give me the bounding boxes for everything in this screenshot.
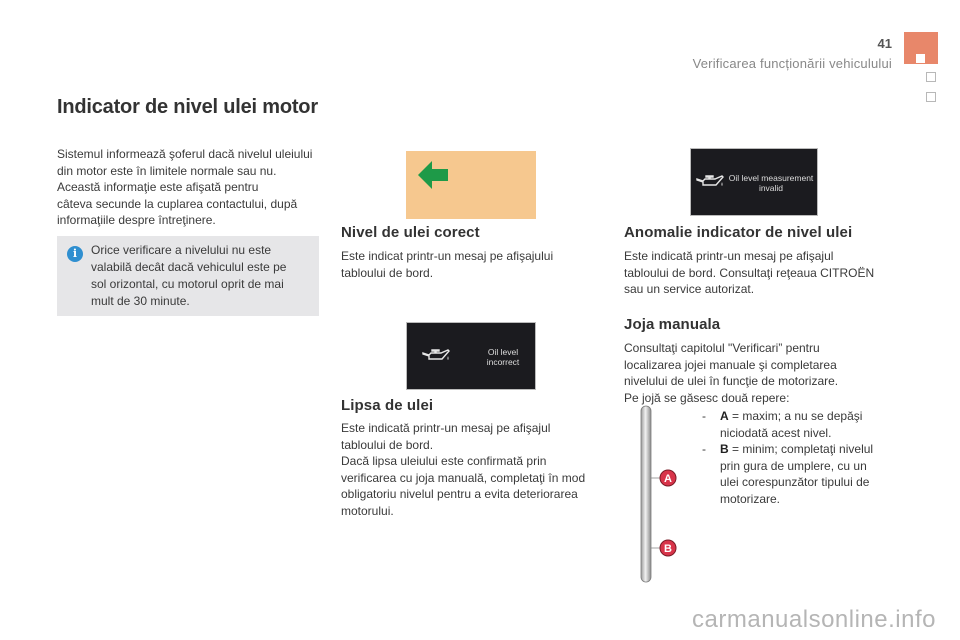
chapter-tab-active [904,32,938,64]
bullet-text: = maxim; a nu se depăşi [732,409,863,423]
text-line: verificarea cu joja manuală, completaţi în mod [341,470,586,485]
bullet-text: = minim; completaţi nivelul [732,442,874,456]
tab-dot [916,54,925,63]
text-line: nivelului de ulei în funcţie de motorizare. [624,374,839,388]
info-note [57,236,319,316]
section-title-correct: Nivel de ulei corect [341,224,480,241]
chapter-tab [926,72,936,82]
section-title-anomaly: Anomalie indicator de nivel ulei [624,224,853,241]
running-head: Verificarea funcționării vehiculului [692,56,892,71]
text-line: obligatoriu nivelul pentru a evita deteriorarea [341,487,578,501]
bullet-text: ulei corespunzător tipului de [720,475,870,489]
list-item-min [702,441,892,507]
oil-incorrect-label [473,347,533,367]
intro-line: din motor este în limitele normale sau nu. [57,163,277,178]
bullet-text: niciodată acest nivel. [720,425,832,440]
dipstick-marks-list [702,408,892,507]
mark-key-a: A [720,409,729,423]
dipstick-rod [641,406,651,582]
text-line: Este indicat printr-un mesaj pe afişajului [341,249,554,263]
oil-invalid-label [723,173,819,193]
intro-paragraph [57,146,319,229]
section-text-dipstick [624,340,892,406]
marker-b-icon [660,540,676,556]
text-line: Dacă lipsa uleiului este confirmată prin [341,454,547,468]
page-title: Indicator de nivel ulei motor [57,96,318,118]
dipstick-illustration [636,404,686,588]
intro-line: Această informaţie este afişată pentru [57,180,259,194]
info-icon: i [67,246,83,262]
intro-line: Sistemul informează şoferul dacă nivelul uleiului [57,147,313,161]
oil-incorrect-label-line: incorrect [486,357,520,367]
text-line: Consultaţi capitolul "Verificari” pentru [624,341,820,355]
oil-incorrect-display-image [406,322,536,390]
text-line: motorului. [341,503,394,518]
text-line: tabloului de bord. Consultaţi reţeaua CITROËN [624,265,875,280]
bullet-text: prin gura de umplere, cu un [720,458,867,473]
section-text-missing [341,420,603,519]
oil-invalid-display-image [690,148,818,216]
section-text-correct [341,248,591,281]
chapter-tab [926,92,936,102]
text-line: Este indicată printr-un mesaj pe afişajul [341,421,551,435]
info-text [91,242,309,310]
section-title-dipstick: Joja manuala [624,316,721,333]
green-arrow-left-icon [418,157,450,193]
intro-line: informaţiile despre întreţinere. [57,213,216,227]
info-line: Orice verificare a nivelului nu este [91,243,272,257]
oil-ok-display-image [406,151,536,219]
info-line: mult de 30 minute. [91,294,190,308]
text-line: sau un service autorizat. [624,282,755,296]
text-line: tabloului de bord. [341,265,434,280]
watermark: carmanualsonline.info [692,606,936,633]
section-text-anomaly [624,248,892,298]
marker-b-label: B [664,543,672,555]
page-number: 41 [877,36,892,51]
marker-a-label: A [664,473,672,485]
info-line: sol orizontal, cu motorul oprit de mai [91,277,284,291]
bullet-dash: - [702,442,706,456]
oil-can-icon [695,173,725,191]
text-line: Este indicată printr-un mesaj pe afişajul [624,249,834,263]
section-title-missing: Lipsa de ulei [341,397,434,414]
text-line: tabloului de bord. [341,437,434,452]
oil-invalid-label-line: Oil level measurement [728,173,814,183]
marker-a-icon [660,470,676,486]
info-line: valabilă decât dacă vehiculul este pe [91,260,287,274]
bullet-text: motorizare. [720,491,781,506]
oil-invalid-label-line: invalid [758,183,784,193]
bullet-dash: - [702,409,706,423]
text-line: Pe jojă se găsesc două repere: [624,390,790,405]
text-line: localizarea jojei manuale şi completarea [624,357,837,372]
oil-can-icon [421,347,451,365]
list-item-max [702,408,892,441]
mark-key-b: B [720,442,729,456]
intro-line: câteva secunde la cuplarea contactului, după [57,196,298,211]
oil-incorrect-label-line: Oil level [487,347,519,357]
